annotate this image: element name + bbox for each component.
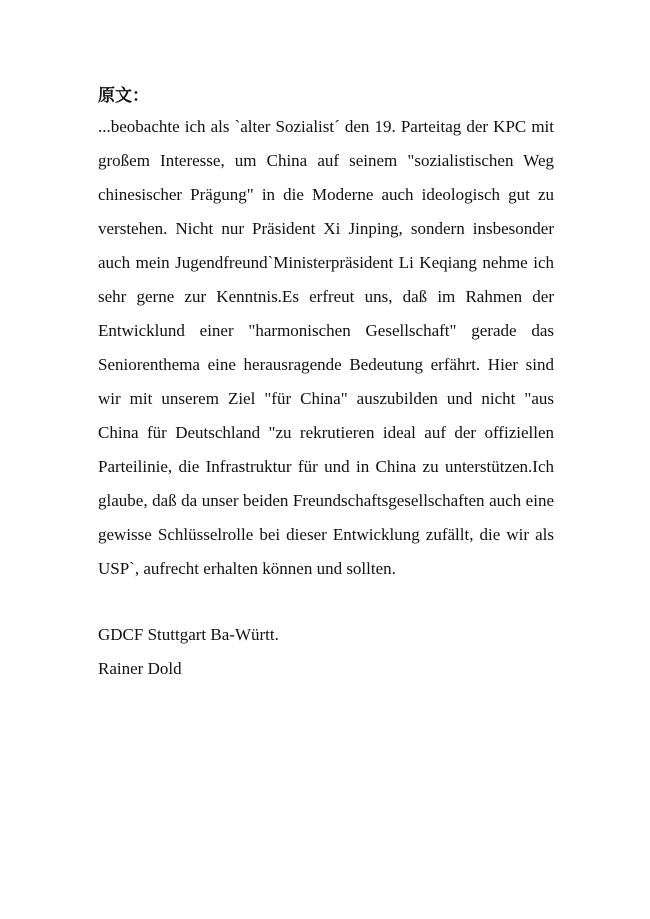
document-page [98, 84, 554, 686]
signature-block [98, 618, 554, 686]
signature-organization: GDCF Stuttgart Ba-Württ. [98, 625, 279, 644]
heading-original-text: 原文： [98, 86, 149, 106]
signature-name: Rainer Dold [98, 659, 182, 678]
body-paragraph: ...beobachte ich als `alter Sozialist´ den 19. Parteitag der KPC mit großem Interesse, um China auf seinem "sozialistischen Weg chinesischer Prägung" in die Moderne auch ideologisch gut zu verstehen. Nicht nur Präsident Xi Jinping, sondern insbesonder auch mein Jugendfreund`Ministerpräsident Li Keqiang nehme ich sehr gerne zur Kenntnis.Es erfreut uns, daß im Rahmen der Entwicklund einer "harmonischen Gesellschaft" gerade das Seniorenthema eine herausragende Bedeutung erfährt. Hier sind wir mit unserem Ziel "für China" auszubilden und nicht "aus China für Deutschland "zu rekrutieren ideal auf der offiziellen Parteilinie, die Infrastruktur für und in China zu unterstützen.Ich glaube, daß da unser beiden Freundschaftsgesellschaften auch eine gewisse Schlüsselrolle bei dieser Entwicklung zufällt, die wir als USP`, aufrecht erhalten können und sollten. [98, 117, 554, 578]
